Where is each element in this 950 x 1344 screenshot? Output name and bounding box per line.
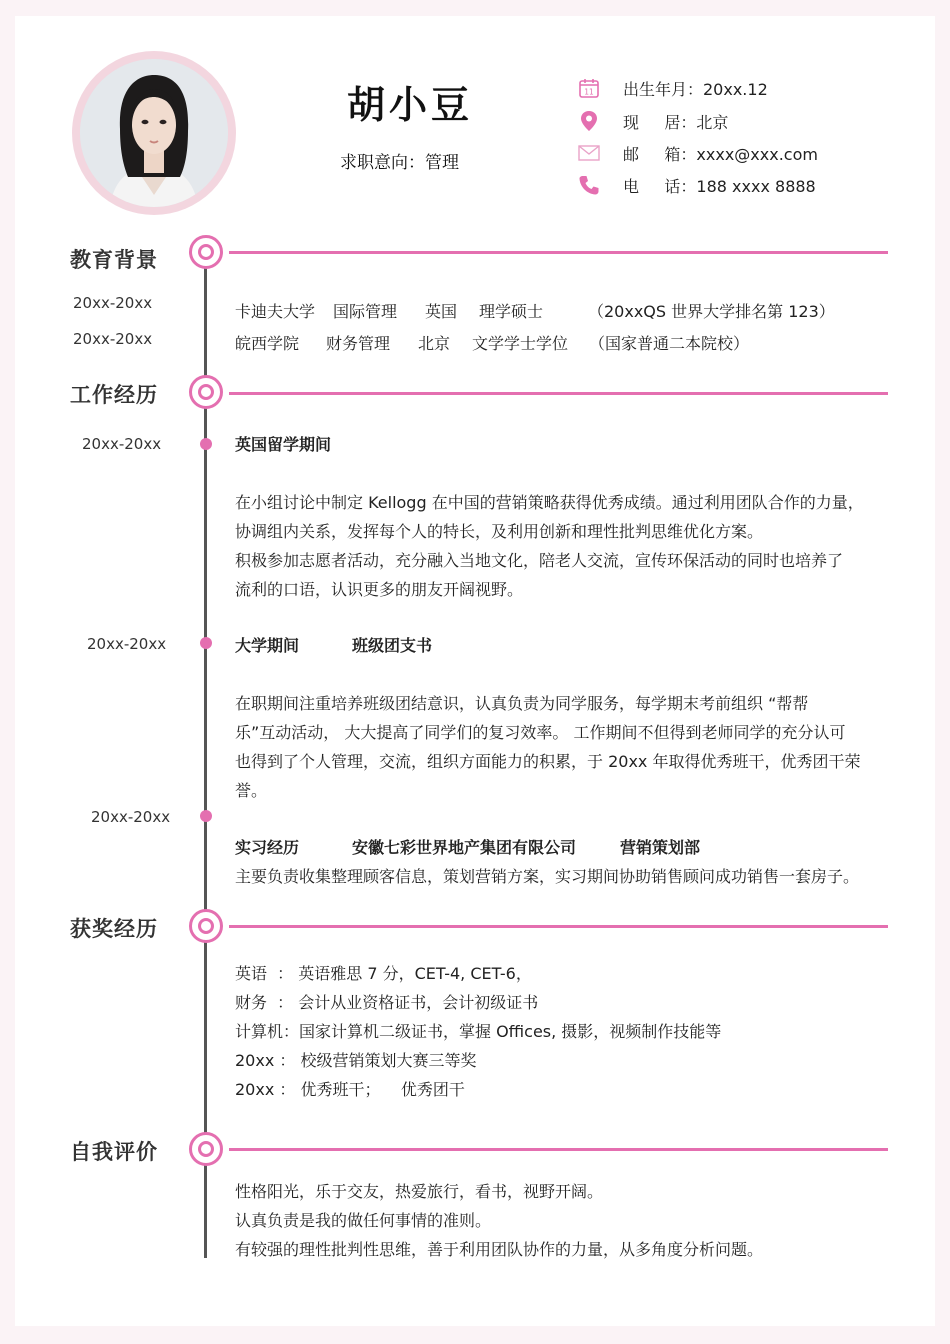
edu-school: 卡迪夫大学: [235, 302, 316, 321]
email-label: 邮 箱：xxxx@xxx.com: [623, 144, 818, 164]
work-line: 也得到了个人管理，交流，组织方面能力的积累，于 20xx 年取得优秀班干，优秀团干荣: [235, 752, 861, 771]
award-line: 计算机：国家计算机二级证书，掌握 Offices, 摄影，视频制作技能等: [235, 1022, 722, 1041]
edu-row-2: [235, 331, 749, 354]
work-date-3: 20xx-20xx: [91, 808, 171, 826]
phone-label: 电 话：188 xxxx 8888: [623, 176, 816, 196]
work-heading-2: 大学期间: [235, 636, 300, 655]
edu-degree: 文学学士学位: [472, 334, 569, 353]
award-line: 20xx ： 校级营销策划大赛三等奖: [235, 1051, 477, 1070]
timeline-dot: [200, 810, 212, 822]
edu-place: 北京: [418, 334, 451, 353]
work-heading-3: 实习经历: [235, 838, 300, 857]
info-birthdate: [577, 76, 768, 100]
award-line: 英语 ： 英语雅思 7 分，CET-4, CET-6，: [235, 964, 532, 983]
edu-degree: 理学硕士: [479, 302, 544, 321]
work-line: 在职期间注重培养班级团结意识，认真负责为同学服务，每学期末考前组织 “帮帮: [235, 694, 809, 713]
edu-note: （国家普通二本院校）: [589, 334, 750, 353]
section-title-work: 工作经历: [70, 383, 158, 407]
section-divider-education: [229, 251, 888, 254]
section-title-self: 自我评价: [70, 1140, 158, 1164]
edu-major: 国际管理: [333, 302, 398, 321]
portrait-illustration: [80, 59, 228, 207]
work-line: 主要负责收集整理顾客信息，策划营销方案，实习期间协助销售顾问成功销售一套房子。: [235, 867, 860, 886]
work-line: 誉。: [235, 781, 268, 800]
section-title-education: 教育背景: [70, 248, 158, 272]
section-marker-work: [189, 375, 223, 409]
work-date-1: 20xx-20xx: [82, 435, 162, 453]
section-marker-self: [189, 1132, 223, 1166]
info-email: [577, 141, 818, 165]
info-phone: [577, 173, 816, 197]
section-divider-self: [229, 1148, 888, 1151]
section-title-awards: 获奖经历: [70, 917, 158, 941]
work-line: 流利的口语，认识更多的朋友开阔视野。: [235, 580, 524, 599]
work-line: 在小组讨论中制定 Kellogg 在中国的营销策略获得优秀成绩。通过利用团队合作的力量，: [235, 493, 864, 512]
edu-major: 财务管理: [326, 334, 391, 353]
section-marker-education: [189, 235, 223, 269]
work-heading-1: 英国留学期间: [235, 435, 332, 454]
avatar: [80, 59, 228, 207]
calendar-icon: [577, 76, 601, 100]
timeline-dot: [200, 637, 212, 649]
award-line: 20xx ： 优秀班干； 优秀团干: [235, 1080, 465, 1099]
work-role-2: 班级团支书: [352, 636, 433, 655]
work-line: 积极参加志愿者活动，充分融入当地文化，陪老人交流，宣传环保活动的同时也培养了: [235, 551, 844, 570]
work-date-2: 20xx-20xx: [87, 635, 167, 653]
resume-page: [15, 16, 935, 1326]
candidate-name: 胡小豆: [346, 83, 473, 127]
job-intent: 求职意向：管理: [340, 153, 459, 173]
mail-icon: [577, 141, 601, 165]
self-line: 有较强的理性批判性思维，善于利用团队协作的力量，从多角度分析问题。: [235, 1240, 764, 1259]
calendar-day: 11: [584, 87, 594, 97]
timeline-dot: [200, 438, 212, 450]
self-line: 性格阳光，乐于交友，热爱旅行，看书，视野开阔。: [235, 1182, 604, 1201]
edu-note: （20xxQS 世界大学排名第 123）: [588, 302, 835, 321]
section-divider-awards: [229, 925, 888, 928]
edu-date-1: 20xx-20xx: [73, 294, 153, 312]
section-marker-awards: [189, 909, 223, 943]
edu-place: 英国: [425, 302, 458, 321]
award-line: 财务 ： 会计从业资格证书，会计初级证书: [235, 993, 539, 1012]
info-residence: [577, 109, 728, 133]
section-divider-work: [229, 392, 888, 395]
work-line: 乐”互动活动， 大大提高了同学们的复习效率。 工作期间不但得到老师同学的充分认可: [235, 723, 846, 742]
edu-date-2: 20xx-20xx: [73, 330, 153, 348]
birthdate-label: 出生年月：20xx.12: [623, 79, 768, 99]
edu-school: 皖西学院: [235, 334, 300, 353]
work-dept-3: 营销策划部: [620, 838, 701, 857]
edu-row-1: [235, 299, 835, 322]
work-company-3: 安徽七彩世界地产集团有限公司: [352, 838, 577, 857]
location-icon: [577, 109, 601, 133]
self-line: 认真负责是我的做任何事情的准则。: [235, 1211, 492, 1230]
phone-icon: [577, 173, 601, 197]
residence-label: 现 居：北京: [623, 112, 729, 132]
work-line: 协调组内关系，发挥每个人的特长，及利用创新和理性批判思维优化方案。: [235, 522, 764, 541]
